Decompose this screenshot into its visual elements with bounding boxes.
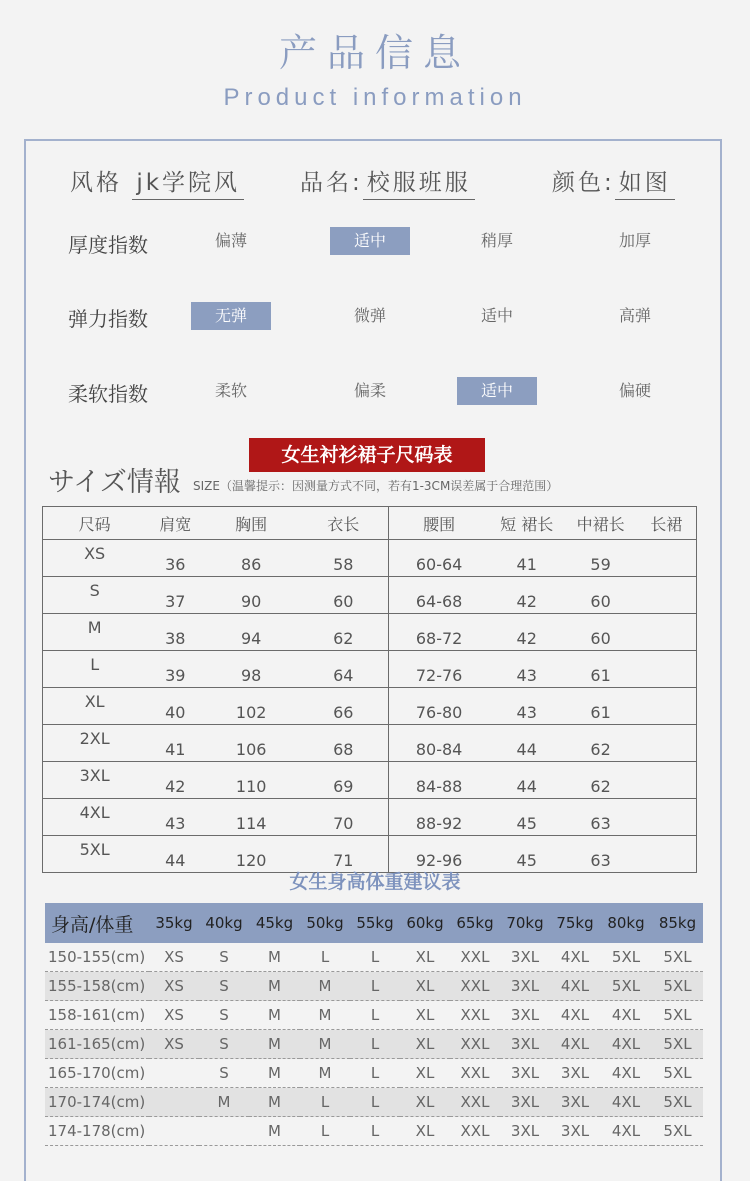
fit-cell: L [350, 1088, 400, 1117]
page-title: 产品信息 [278, 31, 471, 75]
size-cell: 62 [565, 725, 637, 762]
fit-cell: M [249, 1088, 300, 1117]
fit-cell [199, 1117, 249, 1146]
thickness-option: 稍厚 [480, 231, 513, 250]
fit-row [45, 1001, 703, 1030]
fit-cell: M [249, 1030, 300, 1059]
fit-cell: S [199, 972, 249, 1001]
size-cell: 64 [298, 651, 389, 688]
fit-cell: 161-165(cm) [45, 1030, 149, 1059]
fit-cell: 3XL [500, 972, 550, 1001]
size-cell: 2XL [43, 725, 147, 762]
size-cell: M [43, 614, 147, 651]
fit-cell: M [249, 972, 300, 1001]
size-cell: 36 [146, 540, 204, 577]
size-cell: 120 [204, 836, 298, 873]
size-cell: 110 [204, 762, 298, 799]
fit-cell: 5XL [652, 1117, 703, 1146]
page-subtitle: Product information [223, 84, 527, 111]
softness-option: 偏硬 [618, 381, 651, 400]
size-cell: 62 [565, 762, 637, 799]
size-cell: 68-72 [389, 614, 489, 651]
header-cell: 中裙长 [565, 507, 637, 540]
fit-cell: M [300, 1001, 350, 1030]
fit-cell: XXL [450, 1001, 500, 1030]
fit-cell: 3XL [550, 1117, 600, 1146]
size-cell: 42 [489, 614, 565, 651]
size-cell: 44 [489, 725, 565, 762]
size-cell: 60-64 [389, 540, 489, 577]
name-attribute [300, 164, 475, 200]
size-cell: 88-92 [389, 799, 489, 836]
size-cell: 64-68 [389, 577, 489, 614]
name-value: 校服班服 [363, 164, 475, 200]
size-cell: 5XL [43, 836, 147, 873]
size-cell: 39 [146, 651, 204, 688]
size-cell: XL [43, 688, 147, 725]
fit-row [45, 1088, 703, 1117]
fit-cell: 4XL [550, 1030, 600, 1059]
fit-cell: 4XL [550, 972, 600, 1001]
fit-cell: 5XL [652, 1001, 703, 1030]
fit-cell [149, 1088, 199, 1117]
size-cell: 63 [565, 799, 637, 836]
fit-header-cell: 45kg [249, 903, 300, 943]
size-cell [637, 540, 697, 577]
size-cell: 68 [298, 725, 389, 762]
size-cell: 41 [489, 540, 565, 577]
size-cell: 58 [298, 540, 389, 577]
fit-cell: 155-158(cm) [45, 972, 149, 1001]
softness-option: 适中 [457, 377, 537, 405]
fit-cell: XL [400, 972, 450, 1001]
fit-cell: M [249, 943, 300, 972]
thickness-option: 加厚 [618, 231, 651, 250]
size-cell: 61 [565, 688, 637, 725]
size-row [43, 614, 697, 651]
fit-cell: XS [149, 943, 199, 972]
size-cell [637, 688, 697, 725]
fit-header-cell: 85kg [652, 903, 703, 943]
fit-cell: S [199, 1059, 249, 1088]
fit-cell: L [350, 1059, 400, 1088]
fit-cell: XS [149, 972, 199, 1001]
fit-cell: S [199, 1001, 249, 1030]
size-cell: 60 [565, 577, 637, 614]
size-cell [637, 651, 697, 688]
size-cell: 84-88 [389, 762, 489, 799]
style-attribute [70, 164, 244, 200]
fit-cell: 4XL [550, 943, 600, 972]
header-cell: 尺码 [43, 507, 147, 540]
softness-option: 柔软 [214, 381, 247, 400]
size-cell: 44 [146, 836, 204, 873]
fit-cell: 174-178(cm) [45, 1117, 149, 1146]
fit-cell: S [199, 943, 249, 972]
size-cell: 114 [204, 799, 298, 836]
thickness-option: 偏薄 [214, 231, 247, 250]
size-cell: 71 [298, 836, 389, 873]
size-cell: 102 [204, 688, 298, 725]
fit-cell: XXL [450, 1059, 500, 1088]
size-table-header [43, 507, 697, 540]
size-cell [637, 725, 697, 762]
size-cell: XS [43, 540, 147, 577]
header-cell: 肩宽 [146, 507, 204, 540]
size-row [43, 651, 697, 688]
fit-cell: M [300, 1059, 350, 1088]
fit-cell: 170-174(cm) [45, 1088, 149, 1117]
thickness-option: 适中 [330, 227, 410, 255]
fit-cell: XXL [450, 1030, 500, 1059]
fit-cell [149, 1117, 199, 1146]
fit-cell: XXL [450, 1088, 500, 1117]
fit-cell: L [300, 943, 350, 972]
fit-cell: M [300, 972, 350, 1001]
softness-index-label: 柔软指数 [68, 382, 148, 406]
size-cell: 72-76 [389, 651, 489, 688]
size-cell: 106 [204, 725, 298, 762]
size-cell: 92-96 [389, 836, 489, 873]
fit-cell: 158-161(cm) [45, 1001, 149, 1030]
size-row [43, 577, 697, 614]
size-info-title: サイズ情報 [48, 467, 181, 498]
fit-cell: 5XL [600, 943, 652, 972]
fit-cell: 4XL [600, 1117, 652, 1146]
fit-cell: L [350, 943, 400, 972]
fit-cell: 3XL [500, 1117, 550, 1146]
fit-cell: 5XL [652, 972, 703, 1001]
fit-cell: 3XL [550, 1059, 600, 1088]
fit-cell: 5XL [652, 1030, 703, 1059]
size-cell: 43 [489, 651, 565, 688]
size-cell: 4XL [43, 799, 147, 836]
size-cell: 63 [565, 836, 637, 873]
style-label: 风格 [70, 170, 122, 196]
size-cell: 43 [489, 688, 565, 725]
fit-cell: 3XL [550, 1088, 600, 1117]
size-cell [637, 762, 697, 799]
fit-cell: XL [400, 1059, 450, 1088]
fit-cell: M [249, 1117, 300, 1146]
size-cell: 37 [146, 577, 204, 614]
fit-cell: 4XL [600, 1001, 652, 1030]
fit-row [45, 1030, 703, 1059]
elasticity-index-label: 弹力指数 [68, 307, 148, 331]
fit-cell: 4XL [550, 1001, 600, 1030]
size-row [43, 762, 697, 799]
fit-cell: XS [149, 1001, 199, 1030]
fit-cell: XS [149, 1030, 199, 1059]
fit-cell: L [350, 1001, 400, 1030]
fit-cell: 3XL [500, 1088, 550, 1117]
fit-cell: 3XL [500, 1059, 550, 1088]
color-value: 如图 [615, 164, 675, 200]
fit-header-cell: 60kg [400, 903, 450, 943]
fit-cell: 5XL [600, 972, 652, 1001]
size-cell: 42 [489, 577, 565, 614]
size-cell: 43 [146, 799, 204, 836]
header-cell: 胸围 [204, 507, 298, 540]
elasticity-option: 高弹 [618, 306, 651, 325]
fit-cell: 3XL [500, 943, 550, 972]
fit-cell: M [249, 1059, 300, 1088]
size-cell: 70 [298, 799, 389, 836]
softness-option: 偏柔 [353, 381, 386, 400]
size-cell: 86 [204, 540, 298, 577]
style-value: jk学院风 [132, 164, 244, 200]
size-row [43, 799, 697, 836]
name-label: 品名: [300, 170, 363, 196]
size-cell: 3XL [43, 762, 147, 799]
fit-header-cell: 65kg [450, 903, 500, 943]
size-cell: 76-80 [389, 688, 489, 725]
size-chart-banner: 女生衬衫裙子尺码表 [249, 438, 485, 472]
size-cell: 98 [204, 651, 298, 688]
fit-cell: XXL [450, 1117, 500, 1146]
size-cell: 45 [489, 799, 565, 836]
size-cell [637, 577, 697, 614]
elasticity-option: 适中 [480, 306, 513, 325]
fit-cell: 5XL [652, 1088, 703, 1117]
color-label: 颜色: [552, 170, 615, 196]
fit-chart-title: 女生身高体重建议表 [289, 871, 461, 893]
fit-header-cell: 40kg [199, 903, 249, 943]
fit-cell: M [199, 1088, 249, 1117]
size-cell: 59 [565, 540, 637, 577]
header-cell: 衣长 [298, 507, 389, 540]
fit-cell: 165-170(cm) [45, 1059, 149, 1088]
fit-cell: 5XL [652, 1059, 703, 1088]
fit-cell: 5XL [652, 943, 703, 972]
fit-cell: XXL [450, 972, 500, 1001]
header-cell: 短 裙长 [489, 507, 565, 540]
size-cell: 80-84 [389, 725, 489, 762]
fit-row [45, 1059, 703, 1088]
fit-header-cell: 75kg [550, 903, 600, 943]
size-row [43, 725, 697, 762]
fit-row [45, 972, 703, 1001]
size-cell: 44 [489, 762, 565, 799]
fit-cell: XXL [450, 943, 500, 972]
size-cell: S [43, 577, 147, 614]
header-cell: 腰围 [389, 507, 489, 540]
fit-header-cell: 80kg [600, 903, 652, 943]
elasticity-option: 微弹 [353, 306, 386, 325]
size-table [42, 506, 697, 873]
fit-cell: L [300, 1088, 350, 1117]
size-cell [637, 799, 697, 836]
size-cell: 45 [489, 836, 565, 873]
fit-cell: L [350, 1117, 400, 1146]
fit-cell: S [199, 1030, 249, 1059]
fit-cell [149, 1059, 199, 1088]
size-cell: 41 [146, 725, 204, 762]
size-cell [637, 614, 697, 651]
elasticity-option: 无弹 [191, 302, 271, 330]
fit-cell: M [249, 1001, 300, 1030]
fit-cell: 150-155(cm) [45, 943, 149, 972]
fit-cell: 4XL [600, 1030, 652, 1059]
size-cell: 60 [565, 614, 637, 651]
fit-header-cell: 身高/体重 [45, 903, 149, 943]
fit-table [45, 903, 703, 1146]
size-cell: 66 [298, 688, 389, 725]
fit-cell: L [350, 1030, 400, 1059]
size-cell: 61 [565, 651, 637, 688]
fit-header-cell: 55kg [350, 903, 400, 943]
fit-cell: M [300, 1030, 350, 1059]
size-cell: 60 [298, 577, 389, 614]
fit-cell: XL [400, 1088, 450, 1117]
fit-cell: 4XL [600, 1059, 652, 1088]
fit-cell: XL [400, 943, 450, 972]
size-note: SIZE（温馨提示：因测量方式不同，若有1-3CM误差属于合理范围） [193, 479, 559, 493]
fit-cell: L [300, 1117, 350, 1146]
fit-cell: 3XL [500, 1001, 550, 1030]
fit-cell: XL [400, 1117, 450, 1146]
size-row [43, 688, 697, 725]
size-cell: 94 [204, 614, 298, 651]
fit-row [45, 943, 703, 972]
thickness-index-label: 厚度指数 [68, 233, 148, 257]
size-cell: 38 [146, 614, 204, 651]
fit-cell: L [350, 972, 400, 1001]
fit-cell: XL [400, 1001, 450, 1030]
size-cell: 42 [146, 762, 204, 799]
fit-row [45, 1117, 703, 1146]
fit-cell: 4XL [600, 1088, 652, 1117]
size-row [43, 540, 697, 577]
fit-header-cell: 35kg [149, 903, 199, 943]
size-cell: 40 [146, 688, 204, 725]
size-cell: L [43, 651, 147, 688]
fit-table-header [45, 903, 703, 943]
size-cell: 90 [204, 577, 298, 614]
color-attribute [552, 164, 675, 200]
fit-header-cell: 70kg [500, 903, 550, 943]
header-cell: 长裙 [637, 507, 697, 540]
fit-cell: XL [400, 1030, 450, 1059]
fit-header-cell: 50kg [300, 903, 350, 943]
fit-cell: 3XL [500, 1030, 550, 1059]
size-cell: 69 [298, 762, 389, 799]
size-cell: 62 [298, 614, 389, 651]
